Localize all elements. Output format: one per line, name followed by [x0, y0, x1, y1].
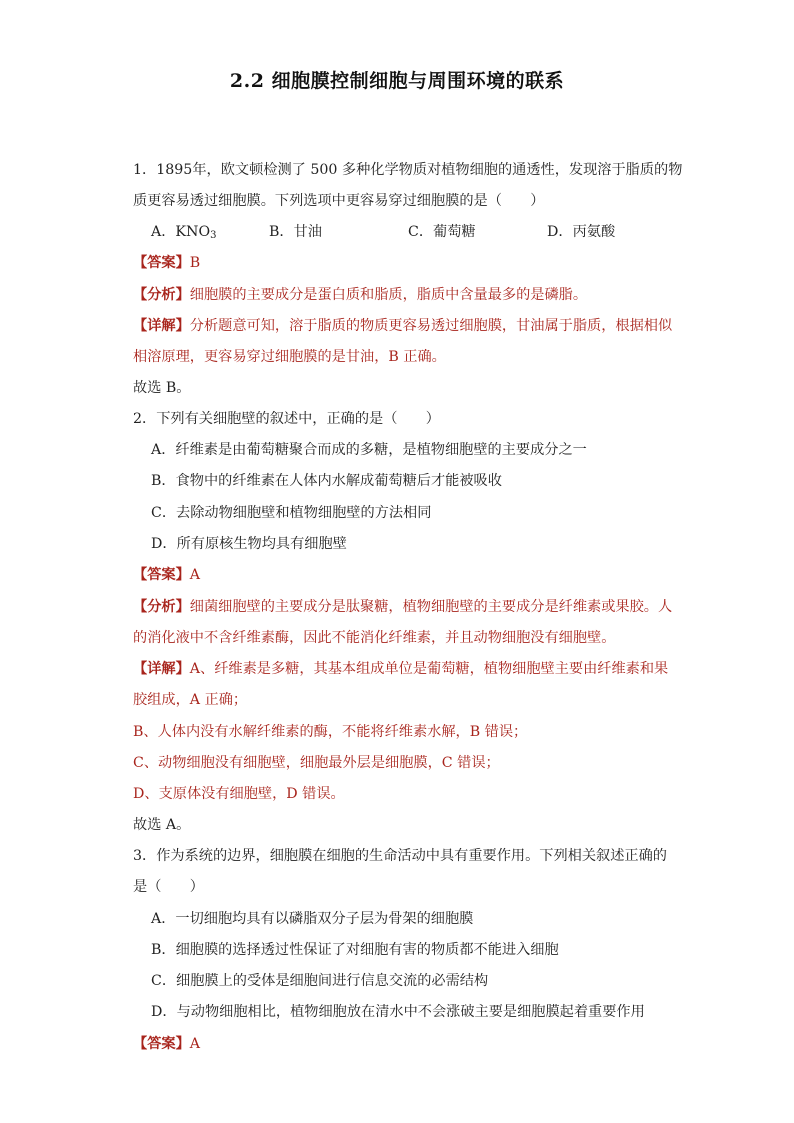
q1-option-a-text: A．KNO: [151, 224, 211, 240]
analysis-tag: 【分析】: [133, 287, 190, 303]
q2-detail-line-1: [133, 659, 668, 679]
detail-tag: 【详解】: [133, 318, 190, 334]
q2-detail-line-5: D、支原体没有细胞壁，D 错误。: [133, 786, 345, 802]
q3-option-a: A．一切细胞均具有以磷脂双分子层为骨架的细胞膜: [151, 911, 474, 927]
q2-answer-value: A: [189, 567, 201, 583]
q2-answer: [133, 565, 200, 585]
q2-analysis-text-1: 细菌细胞壁的主要成分是肽聚糖，植物细胞壁的主要成分是纤维素或果胶。人: [189, 599, 673, 615]
q1-detail-line-1: [133, 316, 672, 336]
answer-tag: 【答案】: [133, 1036, 190, 1052]
q1-stem-line-2: 质更容易透过细胞膜。下列选项中更容易穿过细胞膜的是（ ）: [133, 193, 545, 209]
q2-detail-line-3: B、人体内没有水解纤维素的酶，不能将纤维素水解，B 错误；: [133, 724, 528, 740]
answer-tag: 【答案】: [133, 567, 190, 583]
q2-option-b: B．食物中的纤维素在人体内水解成葡萄糖后才能被吸收: [151, 473, 502, 489]
q1-option-b: B．甘油: [269, 224, 322, 240]
q1-options: [151, 222, 621, 242]
detail-tag: 【详解】: [133, 661, 190, 677]
q1-option-a-subscript: 3: [210, 230, 217, 241]
q2-detail-line-4: C、动物细胞没有细胞壁，细胞最外层是细胞膜，C 错误；: [133, 755, 500, 771]
q2-option-d: D．所有原核生物均具有细胞壁: [151, 536, 347, 552]
q3-option-d: D．与动物细胞相比，植物细胞放在清水中不会涨破主要是细胞膜起着重要作用: [151, 1004, 645, 1020]
analysis-tag: 【分析】: [133, 599, 190, 615]
q2-stem: 2．下列有关细胞壁的叙述中，正确的是（ ）: [133, 411, 440, 427]
q1-option-a: [151, 222, 216, 246]
q1-option-c: C．葡萄糖: [408, 224, 476, 240]
q3-stem-line-2: 是（ ）: [133, 879, 204, 895]
q1-stem-line-1: 1．1895年，欧文顿检测了 500 多种化学物质对植物细胞的通透性，发现溶于脂质的物: [133, 162, 683, 178]
q2-analysis-line-1: [133, 597, 672, 617]
q3-stem-line-1: 3．作为系统的边界，细胞膜在细胞的生命活动中具有重要作用。下列相关叙述正确的: [133, 848, 667, 864]
q1-answer: [133, 253, 200, 273]
answer-tag: 【答案】: [133, 255, 190, 271]
q1-conclusion: 故选 B。: [133, 380, 191, 396]
q1-analysis-text: 细胞膜的主要成分是蛋白质和脂质，脂质中含量最多的是磷脂。: [189, 287, 588, 303]
q2-option-c: C．去除动物细胞壁和植物细胞壁的方法相同: [151, 505, 432, 521]
q1-detail-line-2: 相溶原理，更容易穿过细胞膜的是甘油，B 正确。: [133, 349, 446, 365]
q3-option-c: C．细胞膜上的受体是细胞间进行信息交流的必需结构: [151, 973, 489, 989]
q1-option-d: D．丙氨酸: [547, 224, 616, 240]
q3-answer: [133, 1034, 200, 1054]
q1-analysis: [133, 285, 587, 305]
q2-detail-text-1: A、纤维素是多糖，其基本组成单位是葡萄糖，植物细胞壁主要由纤维素和果: [189, 661, 669, 677]
q1-detail-text-1: 分析题意可知，溶于脂质的物质更容易透过细胞膜，甘油属于脂质，根据相似: [189, 318, 673, 334]
q2-analysis-line-2: 的消化液中不含纤维素酶，因此不能消化纤维素，并且动物细胞没有细胞壁。: [133, 630, 616, 646]
q2-option-a: A．纤维素是由葡萄糖聚合而成的多糖，是植物细胞壁的主要成分之一: [151, 442, 587, 458]
q2-conclusion: 故选 A。: [133, 817, 191, 833]
q2-detail-line-2: 胶组成，A 正确；: [133, 692, 248, 708]
q3-option-b: B．细胞膜的选择透过性保证了对细胞有害的物质都不能进入细胞: [151, 942, 559, 958]
q1-answer-value: B: [189, 255, 201, 271]
document-title: 2.2 细胞膜控制细胞与周围环境的联系: [229, 70, 565, 92]
q3-answer-value: A: [189, 1036, 201, 1052]
